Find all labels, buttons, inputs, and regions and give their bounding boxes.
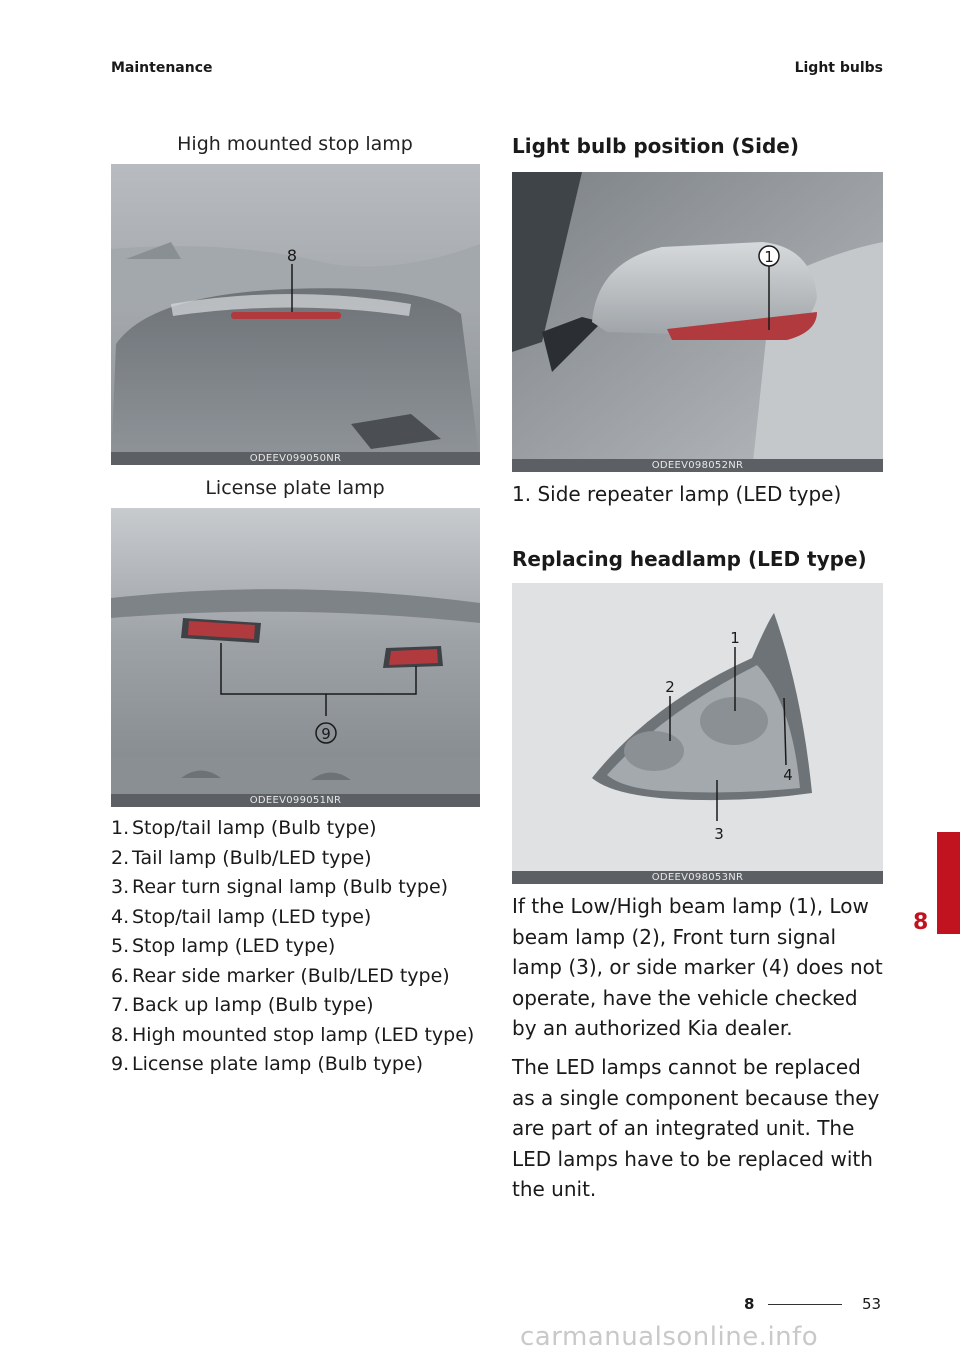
list-item: 4. Stop/tail lamp (LED type): [111, 905, 372, 928]
figure-code: ODEEV099051NR: [111, 794, 480, 807]
list-item: 3. Rear turn signal lamp (Bulb type): [111, 876, 449, 898]
figure-code: ODEEV098052NR: [512, 459, 883, 472]
headlamp-paragraph-1: If the Low/High beam lamp (1), Low beam lamp (2), Front turn signal lamp (3), or side marker (4) does not operate, have the vehicle checked by an authorized Kia dealer.: [512, 894, 883, 1040]
side-mirror-illustration: [512, 172, 883, 472]
callout-3: 3: [714, 825, 724, 843]
figure-headlamp: [512, 583, 883, 884]
header-divider: [111, 88, 883, 89]
bulb-list: [111, 814, 481, 1080]
list-item: 8. High mounted stop lamp (LED type): [111, 1023, 475, 1046]
figure-side-repeater: [512, 172, 883, 472]
list-item: 7. Back up lamp (Bulb type): [111, 994, 374, 1016]
side-heading: Light bulb position (Side): [512, 134, 799, 158]
headlamp-illustration: [512, 583, 883, 884]
headlamp-heading: Replacing headlamp (LED type): [512, 547, 867, 571]
side-item: 1. Side repeater lamp (LED type): [512, 482, 842, 506]
callout-2: 2: [665, 678, 675, 696]
footer-divider: [768, 1304, 842, 1305]
list-item: 6. Rear side marker (Bulb/LED type): [111, 964, 450, 987]
license-lamp-illustration: [111, 508, 480, 807]
fig2-caption: License plate lamp: [205, 477, 385, 499]
list-item: 1. Stop/tail lamp (Bulb type): [111, 817, 377, 839]
high-stop-lamp-illustration: [111, 164, 480, 465]
callout-8: 8: [286, 246, 298, 265]
callout-9: 9: [321, 725, 331, 743]
watermark: carmanualsonline.info: [520, 1322, 819, 1352]
figure-license-plate-lamp: [111, 508, 480, 807]
callout-1: 1: [764, 248, 774, 266]
list-item: 5. Stop lamp (LED type): [111, 935, 336, 957]
callout-1: 1: [730, 629, 740, 647]
figure-high-mounted-stop-lamp: [111, 164, 480, 465]
header-topic: Light bulbs: [794, 60, 883, 76]
figure-code: ODEEV099050NR: [111, 452, 480, 465]
header-section: Maintenance: [111, 60, 213, 76]
headlamp-paragraph-2: The LED lamps cannot be replaced as a single component because they are part of an integrated unit. The LED lamps have to be replaced with the unit.: [512, 1055, 880, 1201]
footer-chapter: 8: [744, 1295, 755, 1313]
list-item: 9. License plate lamp (Bulb type): [111, 1053, 424, 1075]
chapter-tab-number: 8: [913, 910, 929, 935]
callout-4: 4: [783, 766, 793, 784]
figure-code: ODEEV098053NR: [512, 871, 883, 884]
fig1-caption: High mounted stop lamp: [177, 133, 413, 155]
chapter-tab: [937, 832, 960, 934]
footer-page-number: 53: [862, 1295, 882, 1313]
list-item: 2. Tail lamp (Bulb/LED type): [111, 846, 372, 869]
